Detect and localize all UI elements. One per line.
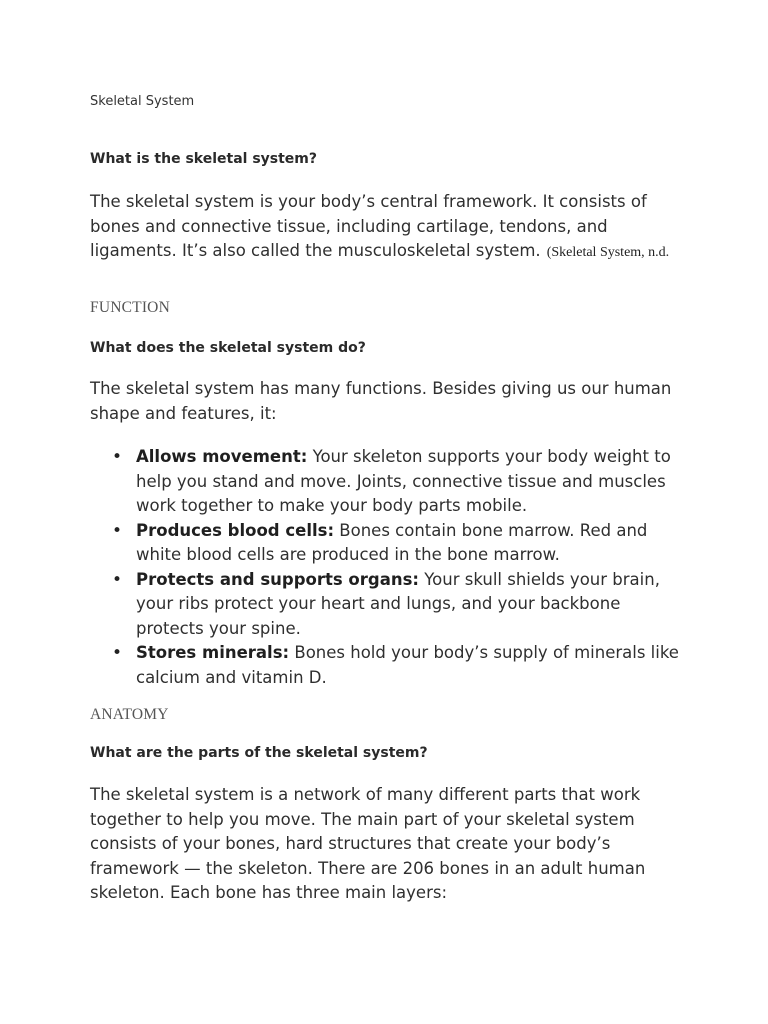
- list-item-text: Bones contain bone marrow. Red and white blood cells are produced in the bone marrow.: [136, 520, 648, 564]
- section-heading-function: FUNCTION: [90, 299, 170, 316]
- list-item: [90, 641, 690, 690]
- list-item-term: Allows movement:: [136, 447, 308, 466]
- list-item: [90, 445, 690, 519]
- list-item-term: Protects and supports organs:: [136, 569, 420, 589]
- paragraph-anatomy: The skeletal system is a network of many different parts that work together to help you move. The main part of your skeletal system consists of your bones, hard structures that create your body’s framework — the skeleton. There are 206 bones in an adult human skeleton. Each bone has three main layers:: [90, 785, 646, 902]
- question-heading-3: What are the parts of the skeletal system?: [90, 745, 428, 761]
- question-heading-1: What is the skeletal system?: [90, 151, 318, 167]
- paragraph-intro: [90, 190, 690, 266]
- list-item-term: Produces blood cells:: [136, 520, 335, 540]
- function-list: [90, 445, 690, 690]
- document-title: Skeletal System: [90, 94, 195, 109]
- section-heading-anatomy: ANATOMY: [90, 706, 169, 723]
- list-item: [90, 568, 690, 642]
- list-item-text: Your skeleton supports your body weight to help you stand and move. Joints, connective tissue and muscles work together to make your body parts mobile.: [136, 447, 671, 515]
- citation: (Skeletal System, n.d.: [546, 245, 670, 260]
- list-item: [90, 519, 690, 568]
- question-heading-2: What does the skeletal system do?: [90, 340, 366, 356]
- paragraph-intro-text: The skeletal system is your body’s central framework. It consists of bones and connective tissue, including cartilage, tendons, and ligaments. It’s also called the musculoskeletal system.: [90, 192, 647, 260]
- list-item-text: Your skull shields your brain, your ribs protect your heart and lungs, and your backbone protects your spine.: [136, 569, 660, 638]
- list-item-term: Stores minerals:: [136, 643, 290, 662]
- paragraph-functions: The skeletal system has many functions. Besides giving us our human shape and features, it:: [90, 379, 672, 423]
- list-item-text: Bones hold your body’s supply of minerals like calcium and vitamin D.: [136, 643, 679, 687]
